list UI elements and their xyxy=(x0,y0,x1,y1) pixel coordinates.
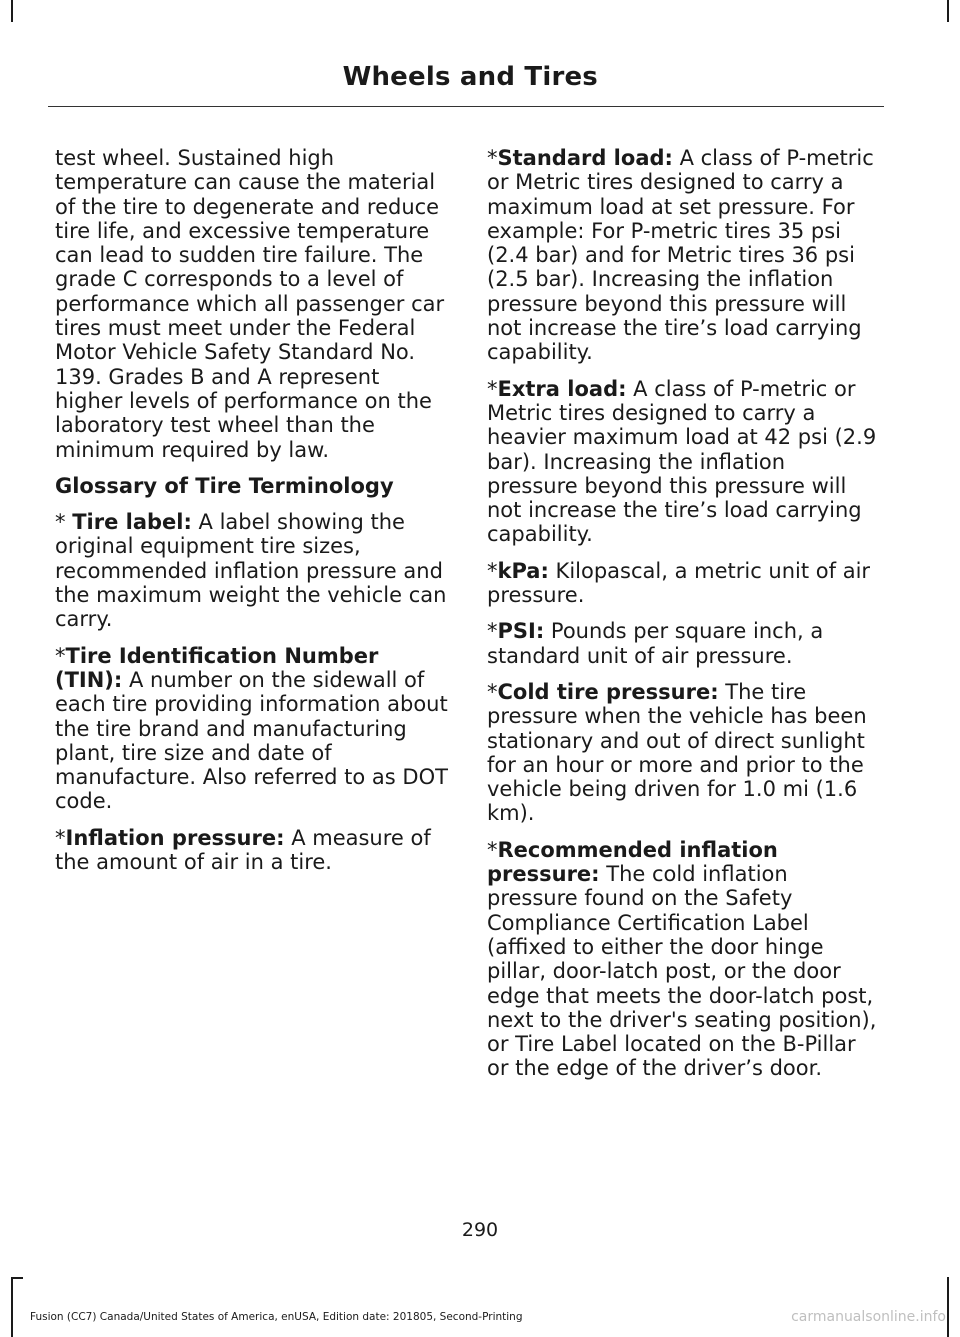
entry-prefix: * xyxy=(55,643,66,668)
entry-definition: A class of P-metric or Metric tires designed to carry a maximum load at set pressure. For example: For P-metric tires 35 psi (2.4 bar) and for Metric tires 36 psi (2.5 bar). Increasing the inflation pressure beyond this pressure will not increase the tire’s load carrying capability. xyxy=(487,146,874,365)
entry-prefix: * xyxy=(487,619,498,644)
glossary-entry-inflation-pressure xyxy=(55,826,450,875)
glossary-entry-standard-load xyxy=(487,146,882,365)
entry-definition: A number on the sidewall of each tire providing information about the tire brand and manufacturing plant, tire size and date of manufacture. Also referred to as DOT code. xyxy=(55,667,448,814)
entry-definition: Kilopascal, a metric unit of air pressure. xyxy=(487,558,871,608)
entry-term: Extra load: xyxy=(497,376,627,401)
entry-term: Inflation pressure: xyxy=(65,825,285,850)
entry-prefix: * xyxy=(55,510,73,535)
entry-prefix: * xyxy=(487,558,498,583)
footer-edition-info: Fusion (CC7) Canada/United States of America, enUSA, Edition date: 201805, Second-Printing xyxy=(30,1311,523,1323)
glossary-entry-tin xyxy=(55,644,450,814)
header-divider xyxy=(48,106,884,107)
entry-term: Tire Identification Number (TIN): xyxy=(55,643,379,692)
entry-term: Recommended inflation pressure: xyxy=(487,837,778,887)
intro-paragraph: test wheel. Sustained high temperature can cause the material of the tire to degenerate and reduce tire life, and excessive temperature can lead to sudden tire failure. The grade C corresponds to a level of performance which all passenger car tires must meet under the Federal Motor Vehicle Safety Standard No. 139. Grades B and A represent higher levels of performance on the laboratory test wheel than the minimum required by law. xyxy=(55,146,445,462)
entry-prefix: * xyxy=(487,376,498,401)
glossary-heading: Glossary of Tire Terminology xyxy=(55,473,394,498)
entry-definition: The tire pressure when the vehicle has been stationary and out of direct sunlight for an hour or more and prior to the vehicle being driven for 1.0 mi (1.6 km). xyxy=(487,679,867,826)
crop-mark-bottom-left xyxy=(11,1277,13,1337)
entry-term: Standard load: xyxy=(497,146,673,170)
entry-definition: The cold inflation pressure found on the Safety Compliance Certification Label (affixed to either the door hinge pillar, door-latch post, or the door edge that meets the door-latch post, next to the driver's seating position), or Tire Label located on the B-Pillar or the edge of the driver’s door. xyxy=(487,862,877,1081)
entry-definition: A measure of the amount of air in a tire. xyxy=(55,825,431,875)
page-title: Wheels and Tires xyxy=(342,62,598,92)
entry-term: kPa: xyxy=(497,558,549,583)
entry-definition: A class of P-metric or Metric tires designed to carry a heavier maximum load at 42 psi (2.9 bar). Increasing the inflation pressure beyond this pressure will not increase the tire’s load carrying capability. xyxy=(487,376,877,547)
glossary-entry-tire-label xyxy=(55,510,450,631)
glossary-entry-psi xyxy=(487,619,882,668)
page-number: 290 xyxy=(461,1219,499,1241)
entry-prefix: * xyxy=(487,837,498,862)
left-column xyxy=(55,146,450,886)
right-column xyxy=(487,146,882,1093)
entry-prefix: * xyxy=(55,825,66,850)
crop-mark-bottom-left-horizontal xyxy=(11,1277,23,1279)
crop-mark-top-left xyxy=(11,0,13,22)
entry-prefix: * xyxy=(487,679,498,704)
crop-mark-top-right xyxy=(947,0,949,22)
entry-prefix: * xyxy=(487,146,498,170)
glossary-entry-extra-load xyxy=(487,377,882,547)
entry-term: Tire label: xyxy=(72,510,192,535)
entry-definition: Pounds per square inch, a standard unit of air pressure. xyxy=(487,619,824,668)
glossary-entry-recommended-inflation-pressure xyxy=(487,838,882,1081)
glossary-entry-kpa xyxy=(487,559,882,608)
entry-term: Cold tire pressure: xyxy=(497,679,719,704)
glossary-entry-cold-tire-pressure xyxy=(487,680,882,826)
entry-term: PSI: xyxy=(497,619,545,644)
watermark: carmanualsonline.info xyxy=(791,1309,946,1325)
crop-mark-bottom-right xyxy=(947,1277,949,1337)
entry-definition: A label showing the original equipment tire sizes, recommended inflation pressure and the maximum weight the vehicle can carry. xyxy=(55,510,447,632)
